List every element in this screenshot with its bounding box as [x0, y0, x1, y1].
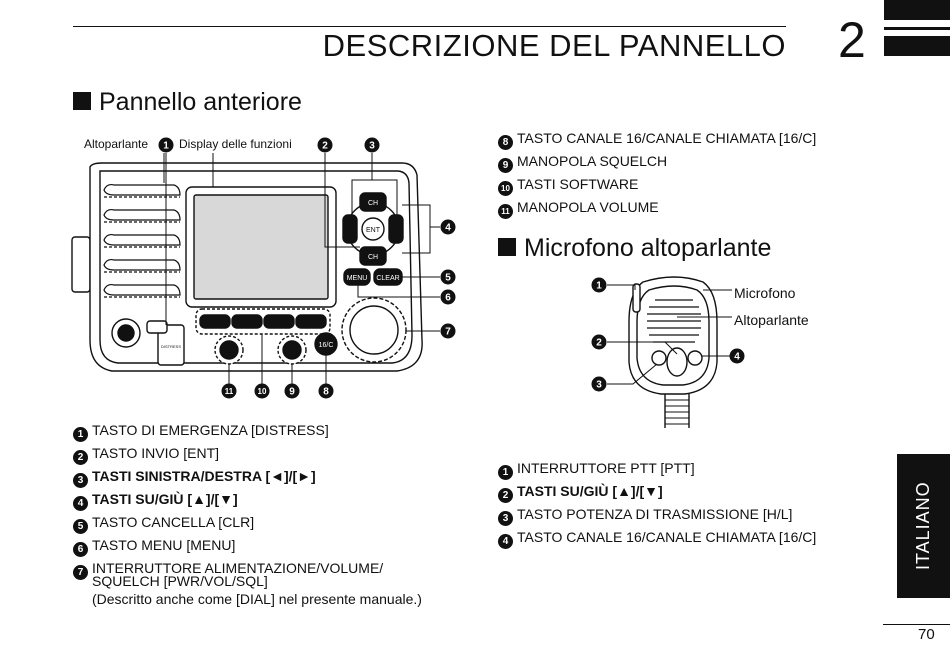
distress-key-label: DISTRESS	[160, 344, 182, 349]
item-number-marker: 2	[73, 450, 88, 465]
item-text: TASTO CANCELLA [CLR]	[92, 514, 255, 530]
item-text: INTERRUTTORE PTT [PTT]	[517, 460, 695, 476]
microphone-heading: Microfono altoparlante	[498, 234, 771, 263]
item-number-marker: 2	[498, 488, 513, 503]
mic-marker-4: 4	[734, 351, 740, 363]
item-text: TASTO DI EMERGENZA [DISTRESS]	[92, 422, 329, 438]
item-number-marker: 8	[498, 135, 513, 150]
heading-square-icon	[498, 238, 516, 256]
front-panel-list-left	[73, 419, 383, 580]
list-item	[498, 457, 816, 480]
marker-6: 6	[445, 292, 451, 304]
list-item	[73, 419, 383, 442]
microphone-diagram	[585, 272, 745, 444]
ent-key-label: ENT	[366, 227, 380, 234]
item-text: TASTO MENU [MENU]	[92, 537, 236, 553]
list-item	[498, 150, 816, 173]
page-title: DESCRIZIONE DEL PANNELLO	[322, 28, 786, 63]
microphone-list	[498, 457, 816, 549]
list-item	[498, 196, 816, 219]
item-number-marker: 7	[73, 565, 88, 580]
item-number-marker: 4	[498, 534, 513, 549]
item-number-marker: 3	[73, 473, 88, 488]
chapter-bar-bottom	[884, 36, 950, 56]
ch-up-label: CH	[367, 200, 379, 207]
list-item	[73, 488, 383, 511]
language-tab-label: ITALIANO	[913, 481, 933, 571]
heading-square-icon	[73, 92, 91, 110]
item-number-marker: 11	[498, 204, 513, 219]
front-panel-heading: Pannello anteriore	[73, 88, 302, 117]
front-panel-list-right	[498, 127, 816, 219]
ch-down-label: CH	[367, 254, 379, 261]
c16-key-label: 16/C	[318, 342, 334, 349]
marker-7: 7	[445, 326, 451, 338]
list-item	[498, 526, 816, 549]
marker-4: 4	[445, 222, 451, 234]
item-number-marker: 10	[498, 181, 513, 196]
item-number-marker: 6	[73, 542, 88, 557]
header-rule	[73, 26, 786, 27]
list-item	[73, 534, 383, 557]
marker-10: 10	[257, 387, 267, 396]
mic-marker-1: 1	[596, 280, 602, 292]
list-item	[73, 511, 383, 534]
item-text: TASTI SOFTWARE	[517, 176, 639, 192]
item-text: MANOPOLA SQUELCH	[517, 153, 668, 169]
item-number-marker: 1	[498, 465, 513, 480]
speaker-callout: Altoparlante	[84, 137, 149, 151]
item-number-marker: 3	[498, 511, 513, 526]
item-number-marker: 9	[498, 158, 513, 173]
marker-9: 9	[289, 386, 295, 398]
item-number-marker: 5	[73, 519, 88, 534]
mic-speaker-callout: Altoparlante	[734, 312, 809, 328]
item-text: TASTI SU/GIÙ [▲]/[▼]	[517, 483, 663, 499]
item-text: TASTO CANALE 16/CANALE CHIAMATA [16/C]	[517, 529, 817, 545]
clear-key-label: CLEAR	[376, 275, 400, 282]
menu-key-label: MENU	[346, 275, 368, 282]
marker-11: 11	[224, 387, 234, 396]
chapter-bar-line	[884, 27, 950, 30]
front-panel-diagram	[62, 135, 462, 410]
mic-microphone-callout: Microfono	[734, 285, 796, 301]
list-item	[498, 127, 816, 150]
mic-marker-3: 3	[596, 379, 602, 391]
list-item	[73, 442, 383, 465]
item-text: TASTO CANALE 16/CANALE CHIAMATA [16/C]	[517, 130, 817, 146]
marker-3: 3	[369, 140, 375, 152]
item-text: MANOPOLA VOLUME	[517, 199, 659, 215]
item-text: TASTO INVIO [ENT]	[92, 445, 220, 461]
list-item	[498, 503, 816, 526]
list-item	[498, 480, 816, 503]
item-text: TASTO POTENZA DI TRASMISSIONE [H/L]	[517, 506, 793, 522]
language-tab	[897, 454, 950, 598]
footer-rule	[883, 624, 950, 625]
item-text: TASTI SINISTRA/DESTRA [◄]/[►]	[92, 468, 316, 484]
item-number-marker: 4	[73, 496, 88, 511]
marker-2: 2	[322, 140, 328, 152]
list-item	[73, 465, 383, 488]
marker-5: 5	[445, 272, 451, 284]
marker-8: 8	[323, 386, 329, 398]
item-text: INTERRUTTORE ALIMENTAZIONE/VOLUME/	[92, 560, 384, 576]
chapter-number: 2	[838, 12, 866, 68]
item7-continuation: SQUELCH [PWR/VOL/SQL] (Descritto anche come [DIAL] nel presente manuale.)	[92, 573, 422, 607]
item-text: TASTI SU/GIÙ [▲]/[▼]	[92, 491, 238, 507]
page-number: 70	[918, 626, 935, 643]
mic-marker-2: 2	[596, 337, 602, 349]
item-number-marker: 1	[73, 427, 88, 442]
chapter-bar-top	[884, 0, 950, 20]
marker-1: 1	[163, 140, 169, 152]
list-item	[498, 173, 816, 196]
display-callout: Display delle funzioni	[179, 137, 292, 151]
